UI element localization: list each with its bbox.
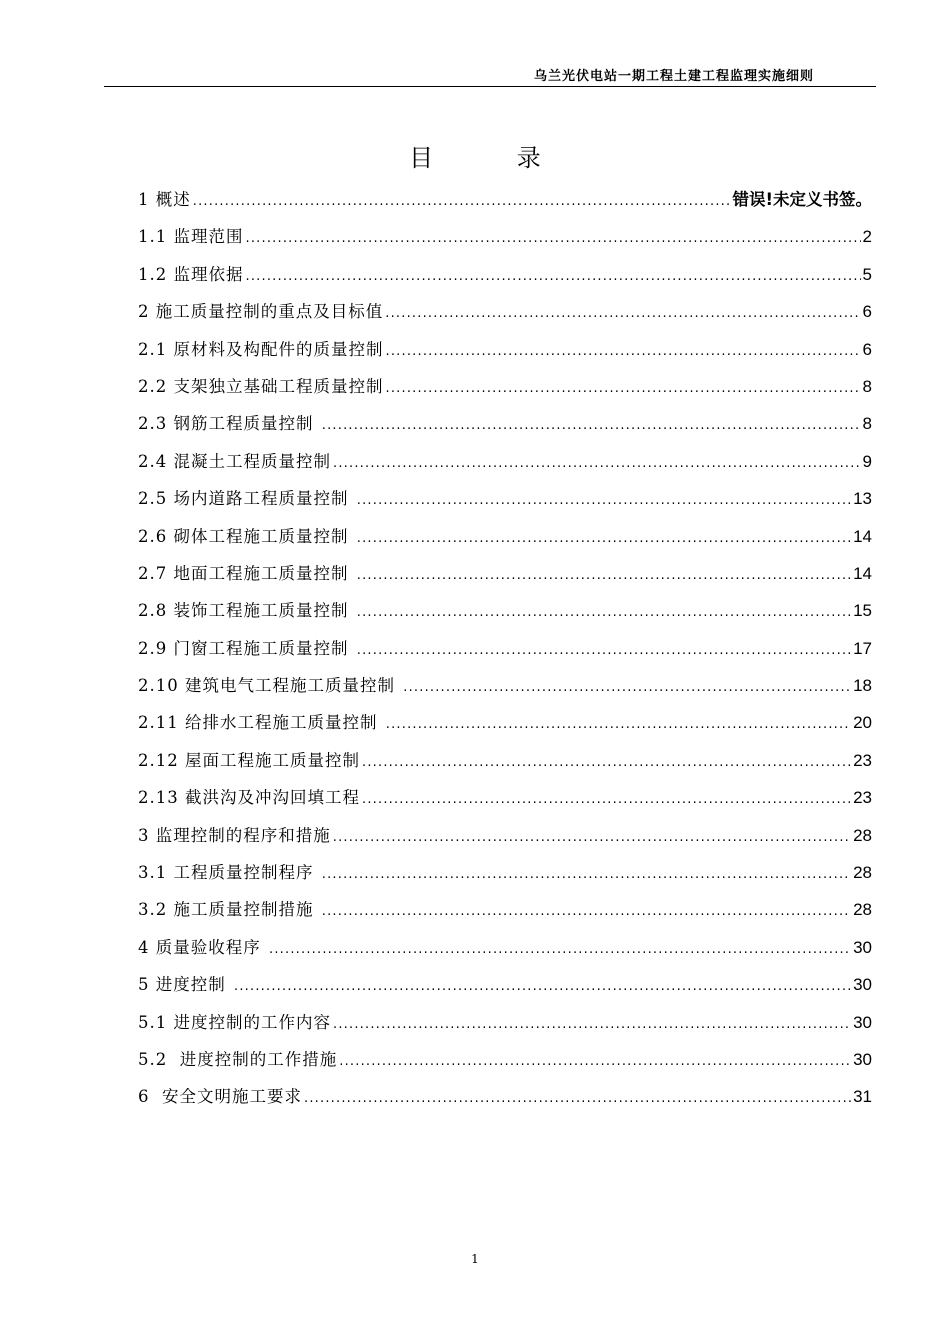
toc-entry[interactable] bbox=[138, 822, 872, 859]
page-number: 1 bbox=[471, 1252, 479, 1266]
toc-entry-label: 2.4 混凝土工程质量控制 bbox=[138, 451, 331, 471]
page-header bbox=[104, 60, 876, 87]
toc-entry-label: 5.2 进度控制的工作措施 bbox=[138, 1049, 338, 1069]
toc-entry-page: 17 bbox=[853, 638, 872, 658]
toc-entry[interactable] bbox=[138, 261, 872, 298]
toc-entry[interactable] bbox=[138, 485, 872, 522]
toc-entry-label: 3.2 施工质量控制措施 bbox=[138, 900, 320, 920]
toc-entry-page: 13 bbox=[853, 489, 872, 509]
toc-entry-page: 30 bbox=[853, 1049, 872, 1069]
toc-entry[interactable] bbox=[138, 597, 872, 634]
toc-entry-label: 2.7 地面工程施工质量控制 bbox=[138, 563, 355, 583]
toc-entry-page: 28 bbox=[853, 825, 872, 845]
toc-dot-leader bbox=[333, 1017, 851, 1032]
toc-entry-page: 28 bbox=[853, 900, 872, 920]
toc-entry-page: 14 bbox=[853, 563, 872, 583]
toc-entry-page: 23 bbox=[853, 788, 872, 808]
toc-dot-leader bbox=[362, 792, 851, 807]
toc-entry-label: 2.9 门窗工程施工质量控制 bbox=[138, 638, 355, 658]
toc-dot-leader bbox=[304, 1091, 851, 1106]
toc-dot-leader bbox=[357, 643, 851, 658]
toc-entry-label: 2 施工质量控制的重点及目标值 bbox=[138, 302, 384, 322]
toc-entry[interactable] bbox=[138, 1083, 872, 1120]
toc-entry[interactable] bbox=[138, 709, 872, 746]
toc-entry-page: 8 bbox=[862, 376, 872, 396]
toc-dot-leader bbox=[246, 231, 861, 246]
toc-entry-page: 31 bbox=[853, 1087, 872, 1107]
header-title: 乌兰光伏电站一期工程土建工程监理实施细则 bbox=[533, 69, 814, 84]
toc-dot-leader bbox=[234, 979, 851, 994]
toc-dot-leader bbox=[386, 344, 861, 359]
toc-dot-leader bbox=[403, 680, 851, 695]
toc-entry-label: 6 安全文明施工要求 bbox=[138, 1087, 302, 1107]
toc-entry[interactable] bbox=[138, 784, 872, 821]
toc-entry[interactable] bbox=[138, 223, 872, 260]
toc-entry-label: 2.11 给排水工程施工质量控制 bbox=[138, 713, 384, 733]
toc-dot-leader bbox=[246, 269, 861, 284]
toc-dot-leader bbox=[322, 418, 861, 433]
toc-entry[interactable] bbox=[138, 1009, 872, 1046]
toc-entry-page: 5 bbox=[862, 264, 872, 284]
toc-dot-leader bbox=[362, 755, 851, 770]
toc-entry-page: 错误!未定义书签。 bbox=[732, 190, 872, 209]
toc-entry[interactable] bbox=[138, 672, 872, 709]
toc-entry-label: 1.1 监理范围 bbox=[138, 227, 244, 247]
toc-entry-page: 6 bbox=[862, 339, 872, 359]
toc-entry[interactable] bbox=[138, 448, 872, 485]
toc-entry-label: 5 进度控制 bbox=[138, 975, 232, 995]
toc-entry-page: 23 bbox=[853, 750, 872, 770]
toc-entry[interactable] bbox=[138, 523, 872, 560]
toc-dot-leader bbox=[339, 1054, 851, 1069]
toc-entry[interactable] bbox=[138, 896, 872, 933]
toc-entry[interactable] bbox=[138, 635, 872, 672]
toc-entry-label: 2.3 钢筋工程质量控制 bbox=[138, 414, 320, 434]
toc-entry-page: 30 bbox=[853, 1012, 872, 1032]
toc-entry[interactable] bbox=[138, 410, 872, 447]
toc-dot-leader bbox=[322, 867, 851, 882]
toc-entry-label: 2.10 建筑电气工程施工质量控制 bbox=[138, 676, 402, 696]
toc-entry[interactable] bbox=[138, 747, 872, 784]
toc-entry[interactable] bbox=[138, 336, 872, 373]
toc-dot-leader bbox=[385, 306, 860, 321]
toc-entry-page: 30 bbox=[853, 937, 872, 957]
toc-entry[interactable] bbox=[138, 560, 872, 597]
toc-entry[interactable] bbox=[138, 934, 872, 971]
toc-entry-page: 18 bbox=[853, 676, 872, 696]
toc-entry-label: 3 监理控制的程序和措施 bbox=[138, 825, 331, 845]
toc-entry[interactable] bbox=[138, 186, 872, 223]
table-of-contents bbox=[138, 186, 872, 1121]
toc-dot-leader bbox=[357, 531, 851, 546]
toc-dot-leader bbox=[357, 568, 851, 583]
toc-entry-page: 30 bbox=[853, 975, 872, 995]
toc-dot-leader bbox=[322, 904, 851, 919]
toc-dot-leader bbox=[386, 717, 851, 732]
toc-entry-label: 4 质量验收程序 bbox=[138, 937, 267, 957]
toc-entry-page: 8 bbox=[862, 414, 872, 434]
toc-dot-leader bbox=[333, 456, 861, 471]
toc-entry-page: 6 bbox=[862, 302, 872, 322]
toc-dot-leader bbox=[357, 493, 851, 508]
toc-entry-page: 15 bbox=[853, 601, 872, 621]
toc-entry-page: 14 bbox=[853, 526, 872, 546]
toc-title: 目 录 bbox=[409, 144, 579, 172]
toc-entry[interactable] bbox=[138, 298, 872, 335]
toc-entry-page: 20 bbox=[853, 713, 872, 733]
toc-dot-leader bbox=[386, 381, 861, 396]
toc-entry[interactable] bbox=[138, 859, 872, 896]
toc-entry[interactable] bbox=[138, 1046, 872, 1083]
toc-entry[interactable] bbox=[138, 971, 872, 1008]
toc-entry-page: 2 bbox=[862, 227, 872, 247]
toc-entry-label: 2.8 装饰工程施工质量控制 bbox=[138, 601, 355, 621]
toc-entry-label: 2.1 原材料及构配件的质量控制 bbox=[138, 339, 384, 359]
toc-entry-label: 2.2 支架独立基础工程质量控制 bbox=[138, 376, 384, 396]
toc-entry[interactable] bbox=[138, 373, 872, 410]
toc-dot-leader bbox=[357, 605, 851, 620]
toc-entry-label: 3.1 工程质量控制程序 bbox=[138, 863, 320, 883]
toc-entry-label: 2.12 屋面工程施工质量控制 bbox=[138, 750, 360, 770]
toc-entry-label: 5.1 进度控制的工作内容 bbox=[138, 1012, 331, 1032]
toc-entry-label: 2.5 场内道路工程质量控制 bbox=[138, 489, 355, 509]
toc-dot-leader bbox=[333, 830, 851, 845]
toc-entry-label: 2.6 砌体工程施工质量控制 bbox=[138, 526, 355, 546]
toc-entry-page: 28 bbox=[853, 863, 872, 883]
toc-dot-leader bbox=[193, 194, 731, 209]
toc-entry-label: 1 概述 bbox=[138, 190, 191, 209]
toc-entry-label: 2.13 截洪沟及冲沟回填工程 bbox=[138, 788, 360, 808]
toc-entry-label: 1.2 监理依据 bbox=[138, 264, 244, 284]
toc-dot-leader bbox=[269, 942, 851, 957]
toc-entry-page: 9 bbox=[862, 451, 872, 471]
